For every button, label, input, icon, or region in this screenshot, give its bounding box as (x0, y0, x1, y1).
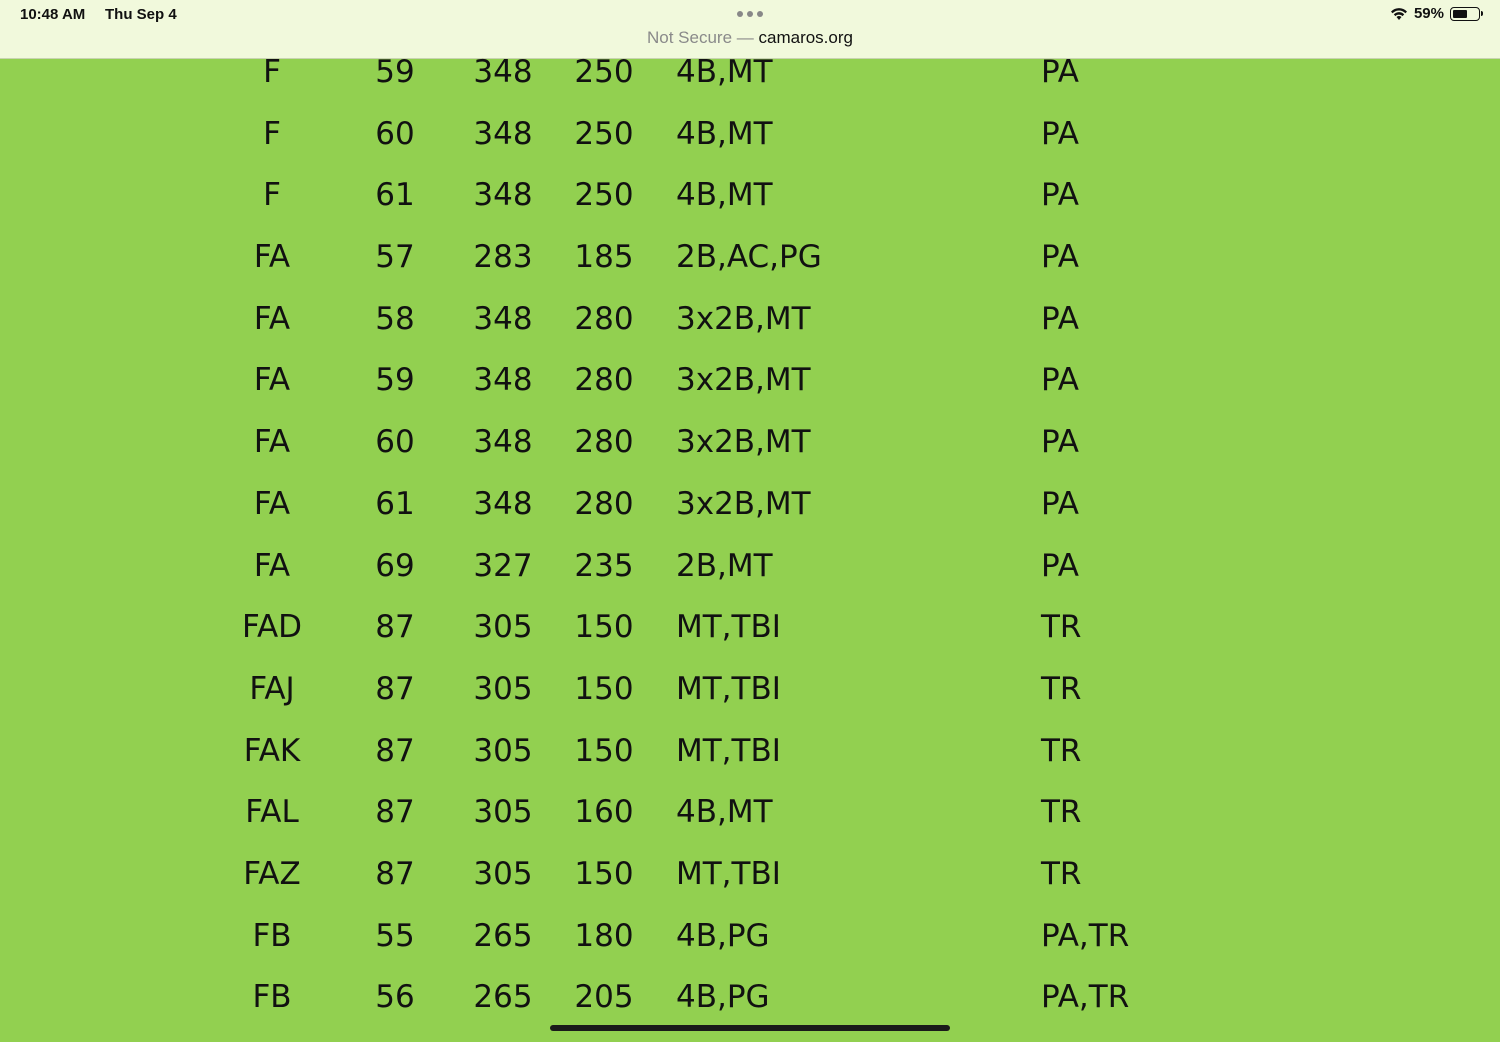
cid-cell: 327 (473, 547, 533, 584)
plant-cell: TR (1041, 794, 1082, 831)
cid-cell: 283 (473, 239, 533, 276)
battery-percent: 59% (1413, 5, 1444, 22)
cid-cell: 348 (473, 485, 533, 522)
options-cell: MT,TBI (676, 670, 781, 707)
engine-code-cell: FAD (241, 609, 303, 646)
wifi-icon (1390, 7, 1408, 21)
engine-code-cell: FA (253, 485, 291, 522)
year-cell: 55 (375, 917, 415, 954)
options-cell: 3x2B,MT (676, 485, 811, 522)
horsepower-cell: 280 (574, 485, 634, 522)
horsepower-cell: 250 (574, 54, 634, 90)
plant-cell: PA (1041, 424, 1079, 461)
horsepower-cell: 150 (574, 855, 634, 892)
options-cell: 2B,MT (676, 547, 773, 584)
engine-code-cell: FAL (245, 794, 299, 831)
table-row (0, 781, 1500, 843)
cid-cell: 305 (473, 732, 533, 769)
plant-cell: PA (1041, 239, 1079, 276)
year-cell: 60 (375, 115, 415, 152)
horsepower-cell: 235 (574, 547, 634, 584)
status-date: Thu Sep 4 (105, 6, 177, 23)
year-cell: 59 (375, 362, 415, 399)
url-separator: — (732, 28, 759, 47)
url-domain: camaros.org (758, 28, 853, 47)
cid-cell: 305 (473, 794, 533, 831)
plant-cell: PA (1041, 54, 1079, 90)
cid-cell: 265 (473, 917, 533, 954)
battery-fill (1453, 10, 1467, 18)
cid-cell: 305 (473, 855, 533, 892)
year-cell: 87 (375, 670, 415, 707)
plant-cell: TR (1041, 609, 1082, 646)
horsepower-cell: 280 (574, 362, 634, 399)
year-cell: 69 (375, 547, 415, 584)
cid-cell: 348 (473, 300, 533, 337)
table-row (0, 349, 1500, 411)
year-cell: 87 (375, 855, 415, 892)
year-cell: 87 (375, 609, 415, 646)
horsepower-cell: 280 (574, 424, 634, 461)
cid-cell: 305 (473, 670, 533, 707)
cid-cell: 265 (473, 979, 533, 1016)
engine-code-cell: FA (253, 300, 291, 337)
table-row (0, 288, 1500, 350)
table-row (0, 226, 1500, 288)
engine-code-table (0, 41, 1500, 1028)
plant-cell: TR (1041, 855, 1082, 892)
year-cell: 61 (375, 485, 415, 522)
table-row (0, 535, 1500, 597)
year-cell: 87 (375, 732, 415, 769)
table-row (0, 596, 1500, 658)
cid-cell: 348 (473, 115, 533, 152)
plant-cell: PA (1041, 300, 1079, 337)
plant-cell: PA,TR (1041, 917, 1130, 954)
engine-code-cell: FAZ (243, 855, 301, 892)
cid-cell: 348 (473, 177, 533, 214)
cid-cell: 348 (473, 54, 533, 90)
table-row (0, 164, 1500, 226)
plant-cell: PA (1041, 362, 1079, 399)
plant-cell: TR (1041, 732, 1082, 769)
home-indicator[interactable] (550, 1025, 950, 1031)
horsepower-cell: 205 (574, 979, 634, 1016)
plant-cell: PA (1041, 115, 1079, 152)
options-cell: 4B,MT (676, 177, 773, 214)
table-row (0, 658, 1500, 720)
table-row (0, 966, 1500, 1028)
year-cell: 58 (375, 300, 415, 337)
cid-cell: 348 (473, 424, 533, 461)
table-row (0, 473, 1500, 535)
options-cell: 3x2B,MT (676, 362, 811, 399)
engine-code-cell: FA (253, 424, 291, 461)
table-row (0, 411, 1500, 473)
options-cell: 4B,MT (676, 54, 773, 90)
year-cell: 60 (375, 424, 415, 461)
options-cell: MT,TBI (676, 732, 781, 769)
table-row (0, 103, 1500, 165)
horsepower-cell: 160 (574, 794, 634, 831)
table-row (0, 843, 1500, 905)
options-cell: MT,TBI (676, 609, 781, 646)
options-cell: 3x2B,MT (676, 424, 811, 461)
year-cell: 87 (375, 794, 415, 831)
engine-code-cell: F (263, 115, 281, 152)
options-cell: 4B,MT (676, 794, 773, 831)
horsepower-cell: 280 (574, 300, 634, 337)
horsepower-cell: 185 (574, 239, 634, 276)
plant-cell: PA (1041, 547, 1079, 584)
engine-code-cell: FA (253, 362, 291, 399)
engine-code-cell: F (263, 177, 281, 214)
table-row (0, 41, 1500, 103)
engine-code-cell: FB (252, 917, 292, 954)
options-cell: 4B,MT (676, 115, 773, 152)
horsepower-cell: 150 (574, 609, 634, 646)
security-label: Not Secure (647, 28, 733, 47)
more-dots-icon[interactable] (736, 6, 764, 22)
status-time: 10:48 AM (20, 6, 86, 23)
status-indicators (1390, 5, 1480, 22)
options-cell: 3x2B,MT (676, 300, 811, 337)
options-cell: 2B,AC,PG (676, 239, 822, 276)
plant-cell: TR (1041, 670, 1082, 707)
year-cell: 56 (375, 979, 415, 1016)
cid-cell: 348 (473, 362, 533, 399)
engine-code-cell: FAJ (249, 670, 295, 707)
engine-code-cell: FA (253, 547, 291, 584)
engine-code-cell: FA (253, 239, 291, 276)
horsepower-cell: 150 (574, 732, 634, 769)
year-cell: 59 (375, 54, 415, 90)
horsepower-cell: 180 (574, 917, 634, 954)
plant-cell: PA,TR (1041, 979, 1130, 1016)
plant-cell: PA (1041, 485, 1079, 522)
table-row (0, 720, 1500, 782)
engine-code-cell: FAK (243, 732, 301, 769)
battery-icon (1450, 7, 1480, 21)
year-cell: 57 (375, 239, 415, 276)
engine-code-cell: FB (252, 979, 292, 1016)
horsepower-cell: 150 (574, 670, 634, 707)
horsepower-cell: 250 (574, 177, 634, 214)
options-cell: MT,TBI (676, 855, 781, 892)
horsepower-cell: 250 (574, 115, 634, 152)
options-cell: 4B,PG (676, 979, 770, 1016)
table-row (0, 905, 1500, 967)
cid-cell: 305 (473, 609, 533, 646)
plant-cell: PA (1041, 177, 1079, 214)
year-cell: 61 (375, 177, 415, 214)
options-cell: 4B,PG (676, 917, 770, 954)
engine-code-cell: F (263, 54, 281, 90)
